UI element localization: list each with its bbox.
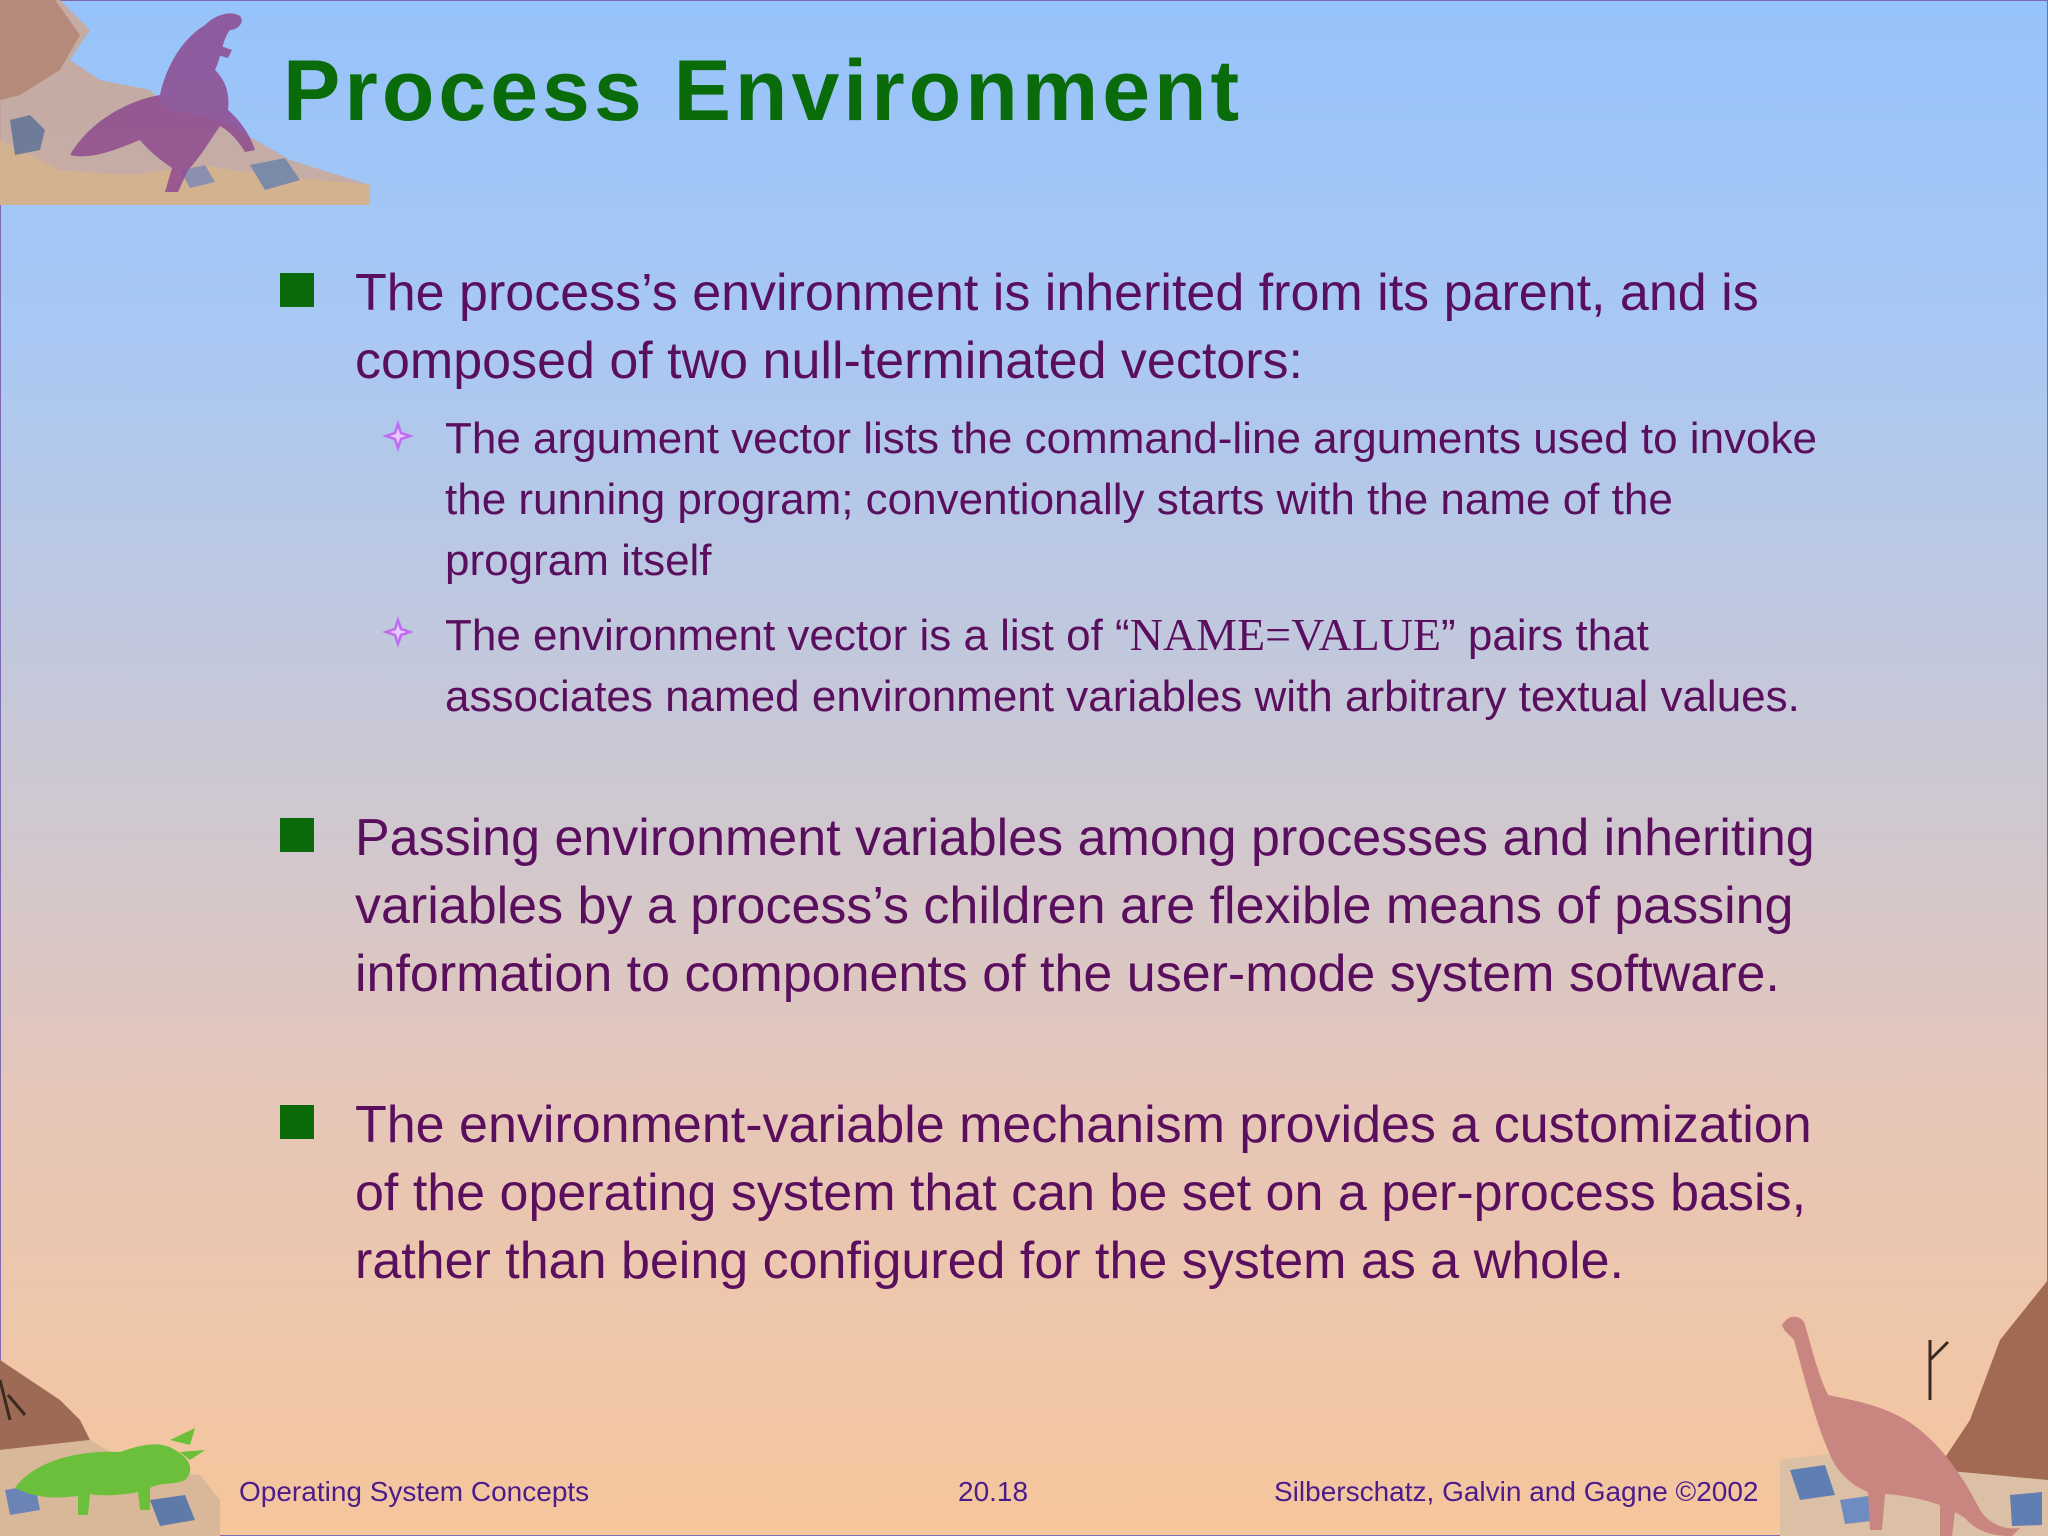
square-bullet-icon: [280, 1105, 314, 1139]
sub-bullet-1-text: The argument vector lists the command-line arguments used to invoke the running program; conventionally starts with the name of the program itself: [445, 414, 1817, 585]
slide-title: Process Environment: [283, 43, 1244, 139]
sub-bullet-2-text-after: ” pairs that associates named environment variables with arbitrary textual values.: [445, 611, 1800, 721]
brachiosaurus-dinosaur-icon: [1780, 1280, 2048, 1536]
bullet-2-text: Passing environment variables among processes and inheriting variables by a process’s children are flexible means of passing information to components of the user-mode system software.: [355, 809, 1815, 1003]
triceratops-dinosaur-icon: [0, 1340, 230, 1536]
square-bullet-icon: [280, 818, 314, 852]
sub-bullet-2-text: [445, 604, 1845, 727]
sub-bullet-2-text-before: The environment vector is a list of “: [445, 611, 1130, 660]
star-sub-bullet-icon: [380, 418, 416, 454]
bullet-3-text: The environment-variable mechanism provides a customization of the operating system that can be set on a per-process basis, rather than being configured for the system as a whole.: [355, 1096, 1812, 1290]
footer-slide-number: 20.18: [958, 1476, 1029, 1507]
footer-copyright: Silberschatz, Galvin and Gagne ©2002: [1274, 1476, 1759, 1507]
footer-course-title: Operating System Concepts: [239, 1476, 590, 1507]
bullet-1-text: The process’s environment is inherited from its parent, and is composed of two null-terminated vectors:: [355, 264, 1759, 390]
name-value-code: NAME=VALUE: [1129, 609, 1442, 660]
square-bullet-icon: [280, 273, 314, 307]
star-sub-bullet-icon: [380, 614, 416, 650]
